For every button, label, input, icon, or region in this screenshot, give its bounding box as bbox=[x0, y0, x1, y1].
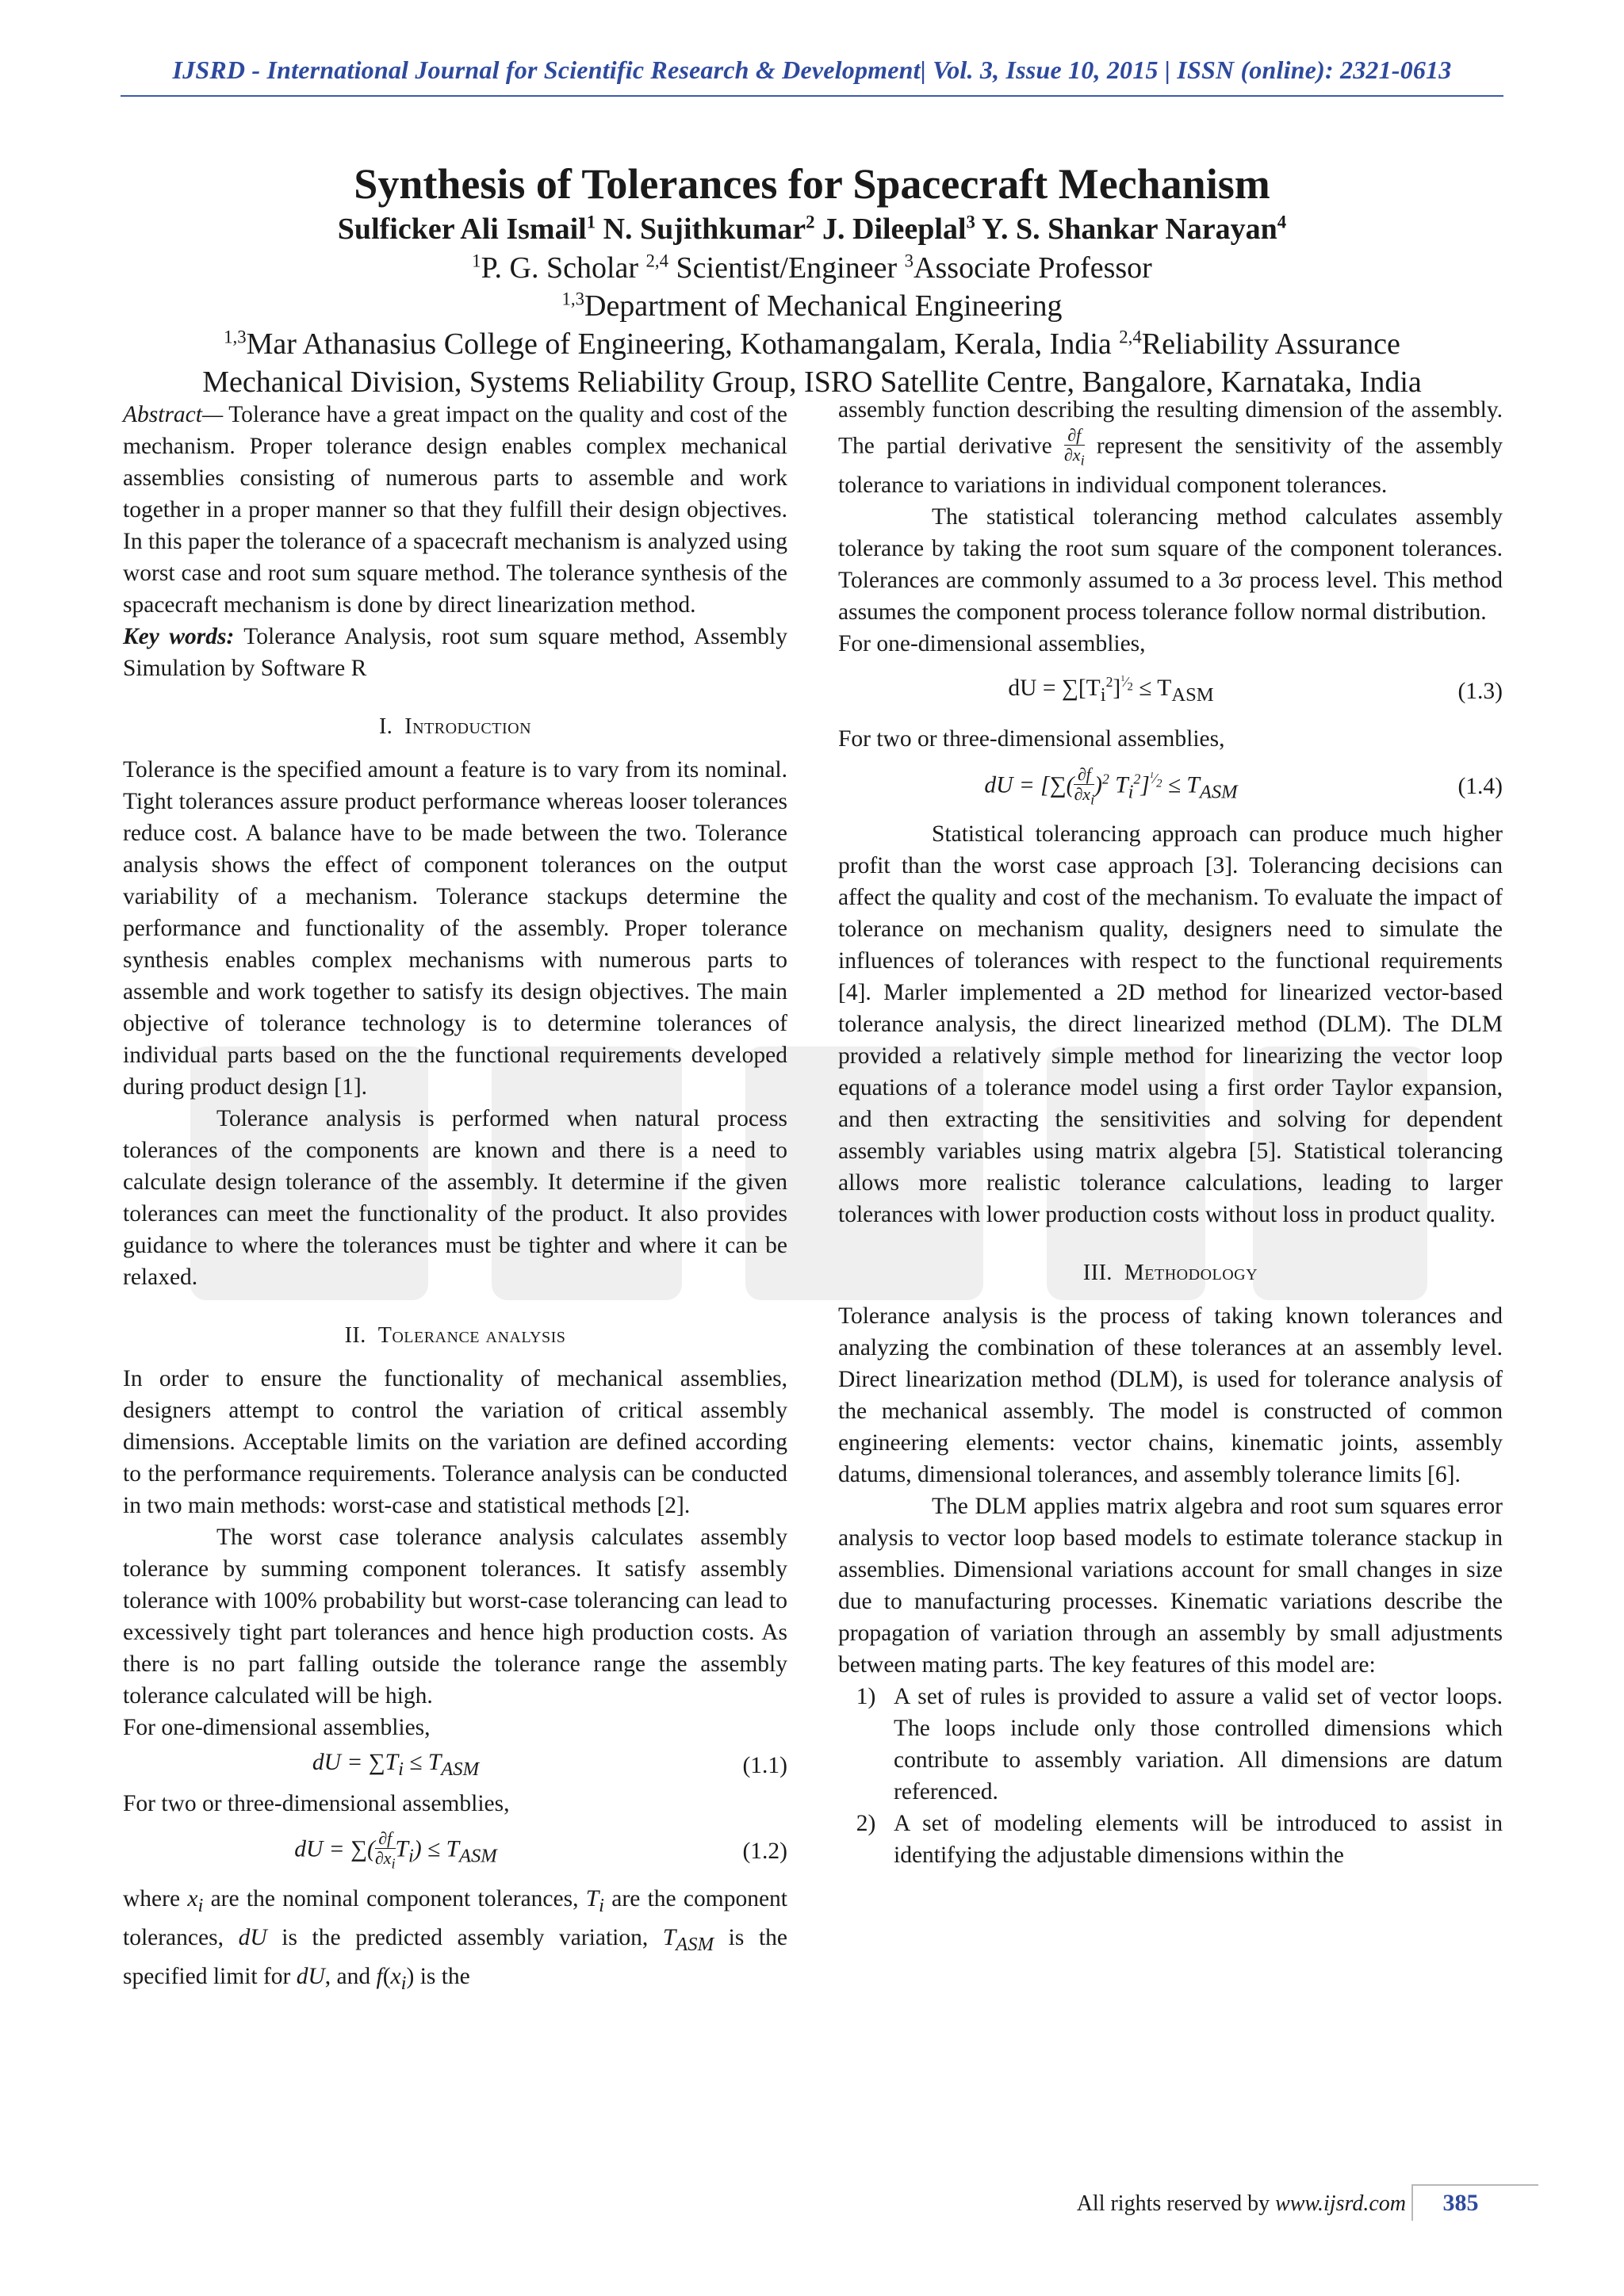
rights-text: All rights reserved by bbox=[1076, 2191, 1276, 2216]
equation-expression: dU = [∑( $\frac{\partial f}{\partial x_i}$ )$^2$ $T_i^2]^{^1⁄_2} \le T_{ASM}$ bbox=[984, 763, 1238, 808]
author-list bbox=[119, 209, 1505, 249]
equation-intro: For one-dimensional assemblies, bbox=[838, 631, 1146, 657]
equation-1-2 bbox=[123, 1824, 787, 1878]
author-name: Y. S. Shankar Narayan bbox=[982, 212, 1277, 246]
section-title: Introduction bbox=[404, 714, 532, 739]
section-heading bbox=[123, 1320, 787, 1352]
author-sup: 2 bbox=[806, 212, 815, 232]
text-run: is the predicted assembly variation, bbox=[266, 1924, 663, 1950]
affil-sup: 2,4 bbox=[1119, 327, 1142, 347]
paragraph: In order to ensure the functionality of mechanical assemblies, designers attempt to control the variation of critical assembly dimensions. Acceptable limits on the variation are defined according to the performance requirements. Tolerance analysis can be conducted in two main methods: worst-case and statistical methods [2]. bbox=[123, 1366, 787, 1518]
abstract-label: Abstract— bbox=[123, 402, 224, 427]
text-run: is the specified limit for bbox=[123, 1924, 788, 1989]
page-number: 385 bbox=[1411, 2184, 1508, 2221]
affil-text: Department of Mechanical Engineering bbox=[584, 289, 1063, 323]
affil-text: Mechanical Division, Systems Reliability Group, ISRO Satellite Centre, Bangalore, Karnataka, India bbox=[202, 365, 1422, 399]
title-block bbox=[119, 159, 1505, 401]
list-text: A set of rules is provided to assure a valid set of vector loops. The loops include only those controlled dimensions which contribute to assembly variation. All dimensions are datum referenced. bbox=[894, 1684, 1503, 1805]
section-heading bbox=[123, 711, 787, 743]
abstract bbox=[123, 399, 787, 621]
paragraph: where $x_i$ are the nominal component tolerances, $T_i$ are the component tolerances, dU is the predicted assembly variation, $T_{ASM}$ is the specified limit for dU, and $f(x_i)$ is the bbox=[123, 1886, 788, 1994]
paragraph: Tolerance is the specified amount a feature is to vary from its nominal. Tight tolerances assure product performance whereas looser tolerances reduce cost. A balance have to be made between the two. Tolerance analysis shows the effect of component tolerances on the output variability of a mechanism. Tolerance stackups determine the performance and functionality of the assembly. Proper tolerance synthesis enables complex mechanisms with numerous parts to assemble and work together to satisfy its design objectives. The main objective of tolerance technology is to determine tolerances of individual parts based on the the functional requirements developed during product design [1]. bbox=[123, 757, 787, 1100]
list-number: 2) bbox=[856, 1811, 876, 1837]
list-number: 1) bbox=[856, 1684, 876, 1710]
equation-intro: For two or three-dimensional assemblies, bbox=[123, 1791, 510, 1816]
left-column bbox=[123, 399, 787, 1999]
paragraph: The DLM applies matrix algebra and root sum squares error analysis to vector loop based models to estimate tolerance stackup in assemblies. Dimensional variations account for small changes in size due to manufacturing processes. Kinematic variations describe the propagation of variation through an assembly by small adjustments between mating parts. The key features of this model are: bbox=[838, 1494, 1503, 1678]
author-sup: 3 bbox=[966, 212, 975, 232]
author-sup: 1 bbox=[586, 212, 596, 232]
keywords bbox=[123, 621, 787, 684]
affiliation-line bbox=[119, 325, 1505, 363]
equation-expression: dU = ∑( $\frac{\partial f}{\partial x_i}$ $T_i) \le T_{ASM}$ bbox=[294, 1828, 497, 1872]
paragraph: The worst case tolerance analysis calculates assembly tolerance by summing component tolerances. It satisfy assembly tolerance with 100% probability but worst-case tolerancing can lead to excessively tight part tolerances and hence high production costs. As there is no part falling outside the tolerance range the assembly tolerance calculated will be high. bbox=[123, 1525, 787, 1709]
section-title: Tolerance analysis bbox=[377, 1323, 566, 1348]
author-sup: 4 bbox=[1277, 212, 1287, 232]
list-item bbox=[838, 1808, 1503, 1871]
author-name: J. Dileeplal bbox=[822, 212, 967, 246]
equation-expression: dU = $\sum T_i \le T_{ASM}$ bbox=[312, 1749, 480, 1780]
equation-expression: dU = $\sum[T_i^2]^{^1⁄_2} \le T_{ASM}$ bbox=[1008, 674, 1214, 706]
equation-number: (1.2) bbox=[742, 1839, 787, 1864]
section-number: III. bbox=[1082, 1261, 1113, 1286]
affil-sup: 1 bbox=[472, 251, 481, 271]
list-item bbox=[838, 1681, 1503, 1808]
paragraph: Tolerance analysis is the process of taking known tolerances and analyzing the combination of these tolerances at an assembly level. Direct linearization method (DLM), is used for tolerance analysis of the mechanical assembly. The model is constructed of common engineering elements: vector chains, kinematic joints, assembly datums, dimensional tolerances, and assembly tolerance limits [6]. bbox=[838, 1303, 1503, 1488]
author-name: N. Sujithkumar bbox=[603, 212, 806, 246]
paragraph: assembly function describing the resulting dimension of the assembly. The partial derivative $\frac{\partial f}{\partial x_i}$ represent the sensitivity of the assembly tolerance to variations in individual component tolerances. bbox=[838, 397, 1503, 499]
section-number: II. bbox=[344, 1323, 366, 1348]
affiliation-line bbox=[119, 287, 1505, 325]
header-rule bbox=[121, 95, 1503, 97]
affiliation-line bbox=[119, 249, 1505, 287]
paragraph: The statistical tolerancing method calculates assembly tolerance by taking the root sum square of the component tolerances. Tolerances are commonly assumed to a 3σ process level. This method assumes the component process tolerance follow normal distribution. bbox=[838, 504, 1503, 626]
right-column bbox=[838, 394, 1503, 1871]
keywords-text: Tolerance Analysis, root sum square method, Assembly Simulation by Software R bbox=[123, 624, 787, 681]
equation-number: (1.4) bbox=[1457, 774, 1503, 800]
text-run: where bbox=[123, 1886, 188, 1911]
journal-header: IJSRD - International Journal for Scientific Research & Development| Vol. 3, Issue 10, 2015 | ISSN (online): 2321-0613 bbox=[172, 55, 1452, 84]
equation-number: (1.1) bbox=[742, 1753, 787, 1778]
text-run: assembly function describing the resulting dimension of the assembly. The partial derivative bbox=[838, 397, 1503, 459]
affil-text: Reliability Assurance bbox=[1141, 327, 1400, 361]
affil-text: P. G. Scholar bbox=[481, 251, 646, 285]
text-run: are the component tolerances, bbox=[123, 1886, 787, 1950]
footer-rights bbox=[1077, 2191, 1406, 2217]
footer-rule bbox=[1507, 2184, 1538, 2186]
equation-1-4 bbox=[838, 760, 1503, 813]
text-run: , and bbox=[324, 1963, 377, 1989]
affil-sup: 2,4 bbox=[645, 251, 669, 271]
equation-intro: For one-dimensional assemblies, bbox=[123, 1715, 431, 1740]
author-name: Sulficker Ali Ismail bbox=[337, 212, 587, 246]
affil-text: Scientist/Engineer bbox=[668, 251, 905, 285]
text-run: are the nominal component tolerances, bbox=[203, 1886, 586, 1911]
section-number: I. bbox=[378, 714, 393, 739]
equation-number: (1.3) bbox=[1457, 679, 1503, 705]
section-heading bbox=[838, 1257, 1503, 1289]
section-title: Methodology bbox=[1124, 1261, 1258, 1286]
keywords-label: Key words: bbox=[123, 624, 235, 649]
affil-sup: 1,3 bbox=[561, 289, 584, 309]
paragraph: Statistical tolerancing approach can produce much higher profit than the worst case approach [3]. Tolerancing decisions can affect the quality and cost of the mechanism. To evaluate the impact of tolerance on mechanism quality, designers need to simulate the influences of tolerances with respect to the functional requirements [4]. Marler implemented a 2D method for linearized vector-based tolerance analysis, the direct linearized method (DLM). The DLM provided a relatively simple method for linearizing the vector loop equations of a tolerance model using a first order Taylor expansion, and then extracting the sensitivities and solving for dependent assembly variables using matrix algebra [5]. Statistical tolerancing allows more realistic tolerance calculations, leading to larger tolerances with lower production costs without loss in product quality. bbox=[838, 821, 1503, 1228]
list-text: A set of modeling elements will be introduced to assist in identifying the adjustable dimensions within the bbox=[894, 1811, 1503, 1869]
text-run: is the bbox=[414, 1963, 470, 1989]
paper-title: Synthesis of Tolerances for Spacecraft Mechanism bbox=[354, 160, 1270, 208]
text-run: represent the sensitivity of the assembly tolerance to variations in individual component tolerances. bbox=[838, 433, 1503, 499]
site-link[interactable]: www.ijsrd.com bbox=[1275, 2191, 1406, 2216]
abstract-text: Tolerance have a great impact on the quality and cost of the mechanism. Proper tolerance design enables complex mechanical assemblies consisting of numerous parts to assemble and work together in a proper manner so that they fulfill their design objectives. In this paper the tolerance of a spacecraft mechanism is analyzed using worst case and root sum square method. The tolerance synthesis of the spacecraft mechanism is done by direct linearization method. bbox=[123, 402, 787, 618]
affil-text: Mar Athanasius College of Engineering, Kothamangalam, Kerala, India bbox=[246, 327, 1120, 361]
affil-text: Associate Professor bbox=[914, 251, 1152, 285]
paragraph: Tolerance analysis is performed when natural process tolerances of the components are known and there is a need to calculate design tolerance of the assembly. It determine if the given tolerances can meet the functionality of the product. It also provides guidance to where the tolerances must be tighter and where it can be relaxed. bbox=[123, 1106, 787, 1290]
affil-sup: 1,3 bbox=[224, 327, 247, 347]
affil-sup: 3 bbox=[904, 251, 914, 271]
equation-1-3 bbox=[838, 664, 1503, 718]
equation-1-1 bbox=[123, 1748, 787, 1783]
equation-intro: For two or three-dimensional assemblies, bbox=[838, 726, 1225, 752]
